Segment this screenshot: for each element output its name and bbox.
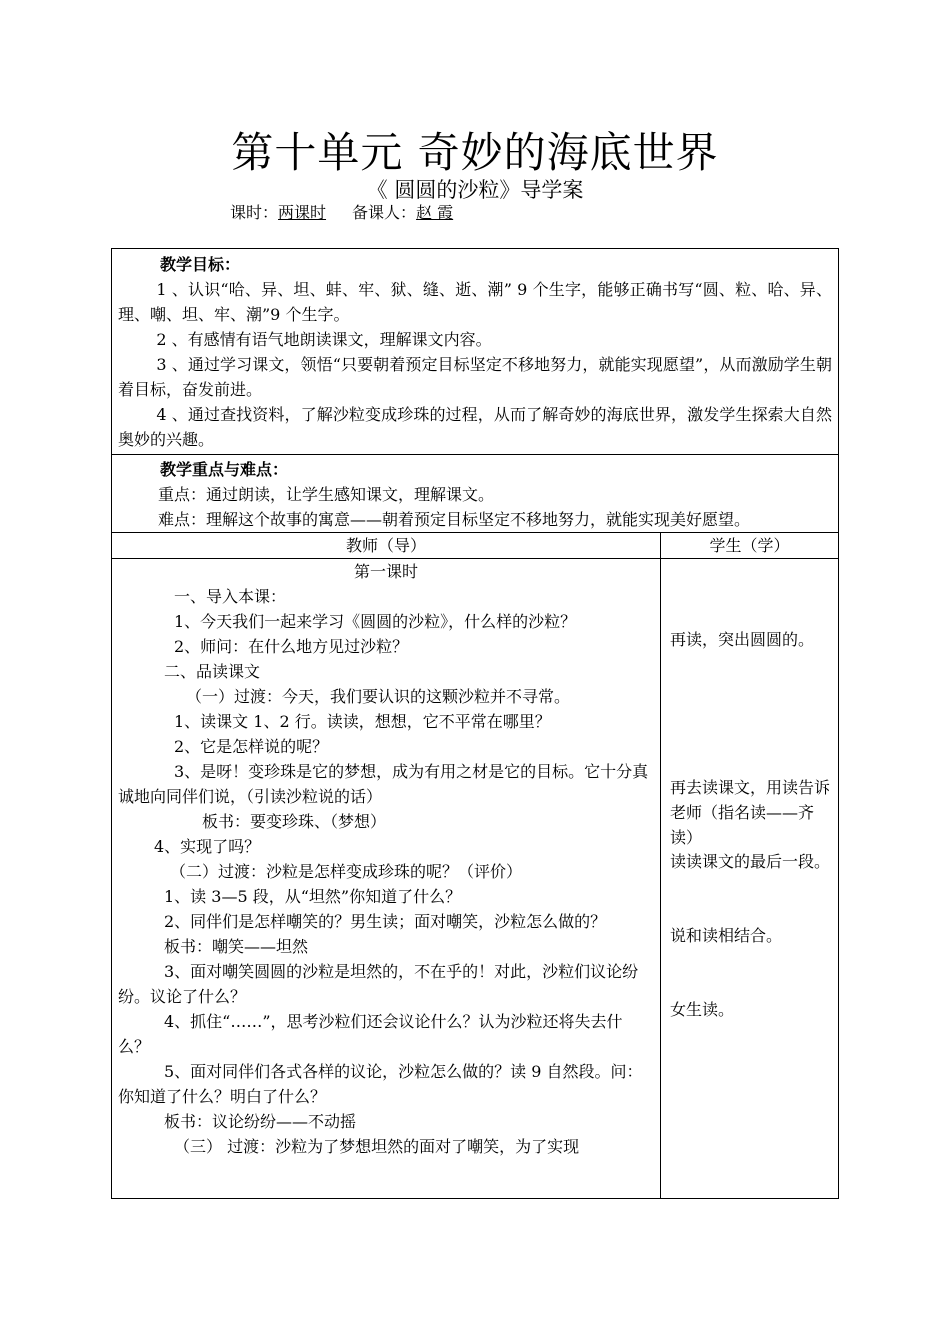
student-note: 读读课文的最后一段。: [670, 852, 831, 871]
focus-item: 重点：通过朗读，让学生感知课文，理解课文。: [158, 485, 495, 504]
teacher-line: 5、面对同伴们各式各样的议论，沙粒怎么做的？读 9 自然段。问：你知道了什么？明白了什么？: [118, 1062, 643, 1106]
preparer-label: 备课人：: [352, 203, 417, 222]
focus-row: [112, 455, 839, 533]
column-header-row: [112, 533, 839, 559]
teacher-column-header: 教师（导）: [112, 533, 661, 559]
teacher-line: 一、导入本课：: [174, 587, 287, 606]
focus-list: [118, 482, 832, 532]
teacher-line: 3、面对嘲笑圆圆的沙粒是坦然的，不在乎的！对此，沙粒们议论纷纷。议论了什么？: [118, 962, 639, 1006]
teacher-line: 板书：议论纷纷——不动摇: [164, 1112, 357, 1131]
student-note: 女生读。: [670, 1000, 735, 1019]
teacher-line: （一）过渡：今天，我们要认识的这颗沙粒并不寻常。: [186, 687, 571, 706]
teacher-line: 4、抓住“……”，思考沙粒们还会议论什么？认为沙粒还将失去什么？: [118, 1012, 623, 1056]
student-note: 再去读课文，用读告诉老师（指名读——齐读）: [670, 778, 831, 847]
student-note: 说和读相结合。: [670, 926, 783, 945]
preparer-value: 赵 霞: [416, 203, 454, 222]
teacher-line: 1、读 3—5 段，从“坦然”你知道了什么？: [164, 887, 462, 906]
student-note: 再读，突出圆圆的。: [670, 630, 815, 649]
lesson-row: [112, 559, 839, 1199]
teacher-line: （三） 过渡：沙粒为了梦想坦然的面对了嘲笑，为了实现: [174, 1137, 580, 1156]
period-value: 两课时: [278, 203, 327, 222]
teacher-line: 2、它是怎样说的呢？: [174, 737, 329, 756]
teacher-line: （二）过渡：沙粒是怎样变成珍珠的呢？（评价）: [170, 862, 523, 881]
goal-item: 3 、通过学习课文，领悟“只要朝着预定目标坚定不移地努力，就能实现愿望”，从而激励学生朝着目标，奋发前进。: [118, 355, 832, 399]
teacher-lines: [118, 584, 654, 1159]
goal-item: 4 、通过查找资料，了解沙粒变成珍珠的过程，从而了解奇妙的海底世界，激发学生探索大自然奥妙的兴趣。: [118, 405, 832, 449]
teacher-line: 1、今天我们一起来学习《圆圆的沙粒》，什么样的沙粒？: [174, 612, 577, 631]
focus-heading: 教学重点与难点：: [160, 460, 289, 479]
teacher-line: 3、是呀！变珍珠是它的梦想，成为有用之材是它的目标。它十分真诚地向同伴们说，（引读沙粒说的话）: [118, 762, 649, 806]
goals-row: [112, 249, 839, 455]
unit-title: 第十单元 奇妙的海底世界: [231, 128, 719, 177]
teacher-line: 1、读课文 1、2 行。读读，想想，它不平常在哪里？: [174, 712, 551, 731]
session-title: 第一课时: [353, 562, 418, 581]
teacher-line: 板书：要变珍珠、（梦想）: [202, 812, 387, 831]
goals-list: [118, 277, 832, 452]
teacher-line: 2、师问：在什么地方见过沙粒？: [174, 637, 409, 656]
lesson-plan-table: [111, 248, 839, 1199]
goal-item: 2 、有感情有语气地朗读课文，理解课文内容。: [156, 330, 492, 349]
teacher-line: 二、品读课文: [164, 662, 261, 681]
teacher-line: 2、同伴们是怎样嘲笑的？男生读；面对嘲笑，沙粒怎么做的？: [164, 912, 607, 931]
goal-item: 1 、认识“哈、异、坦、蚌、牢、狱、缝、逝、潮” 9 个生字，能够正确书写“圆、粒、哈、异、理、嘲、坦、牢、潮”9 个生字。: [118, 280, 832, 324]
teacher-line: 板书：嘲笑——坦然: [164, 937, 309, 956]
goals-heading: 教学目标：: [160, 255, 241, 274]
teacher-line: 4、实现了吗？: [154, 837, 261, 856]
meta-line: [230, 202, 453, 224]
student-column-header: 学生（学）: [661, 533, 839, 559]
focus-item: 难点：理解这个故事的寓意——朝着预定目标坚定不移地努力，就能实现美好愿望。: [158, 510, 751, 529]
period-label: 课时：: [230, 203, 279, 222]
lesson-subtitle: 《 圆圆的沙粒》导学案: [366, 178, 584, 202]
